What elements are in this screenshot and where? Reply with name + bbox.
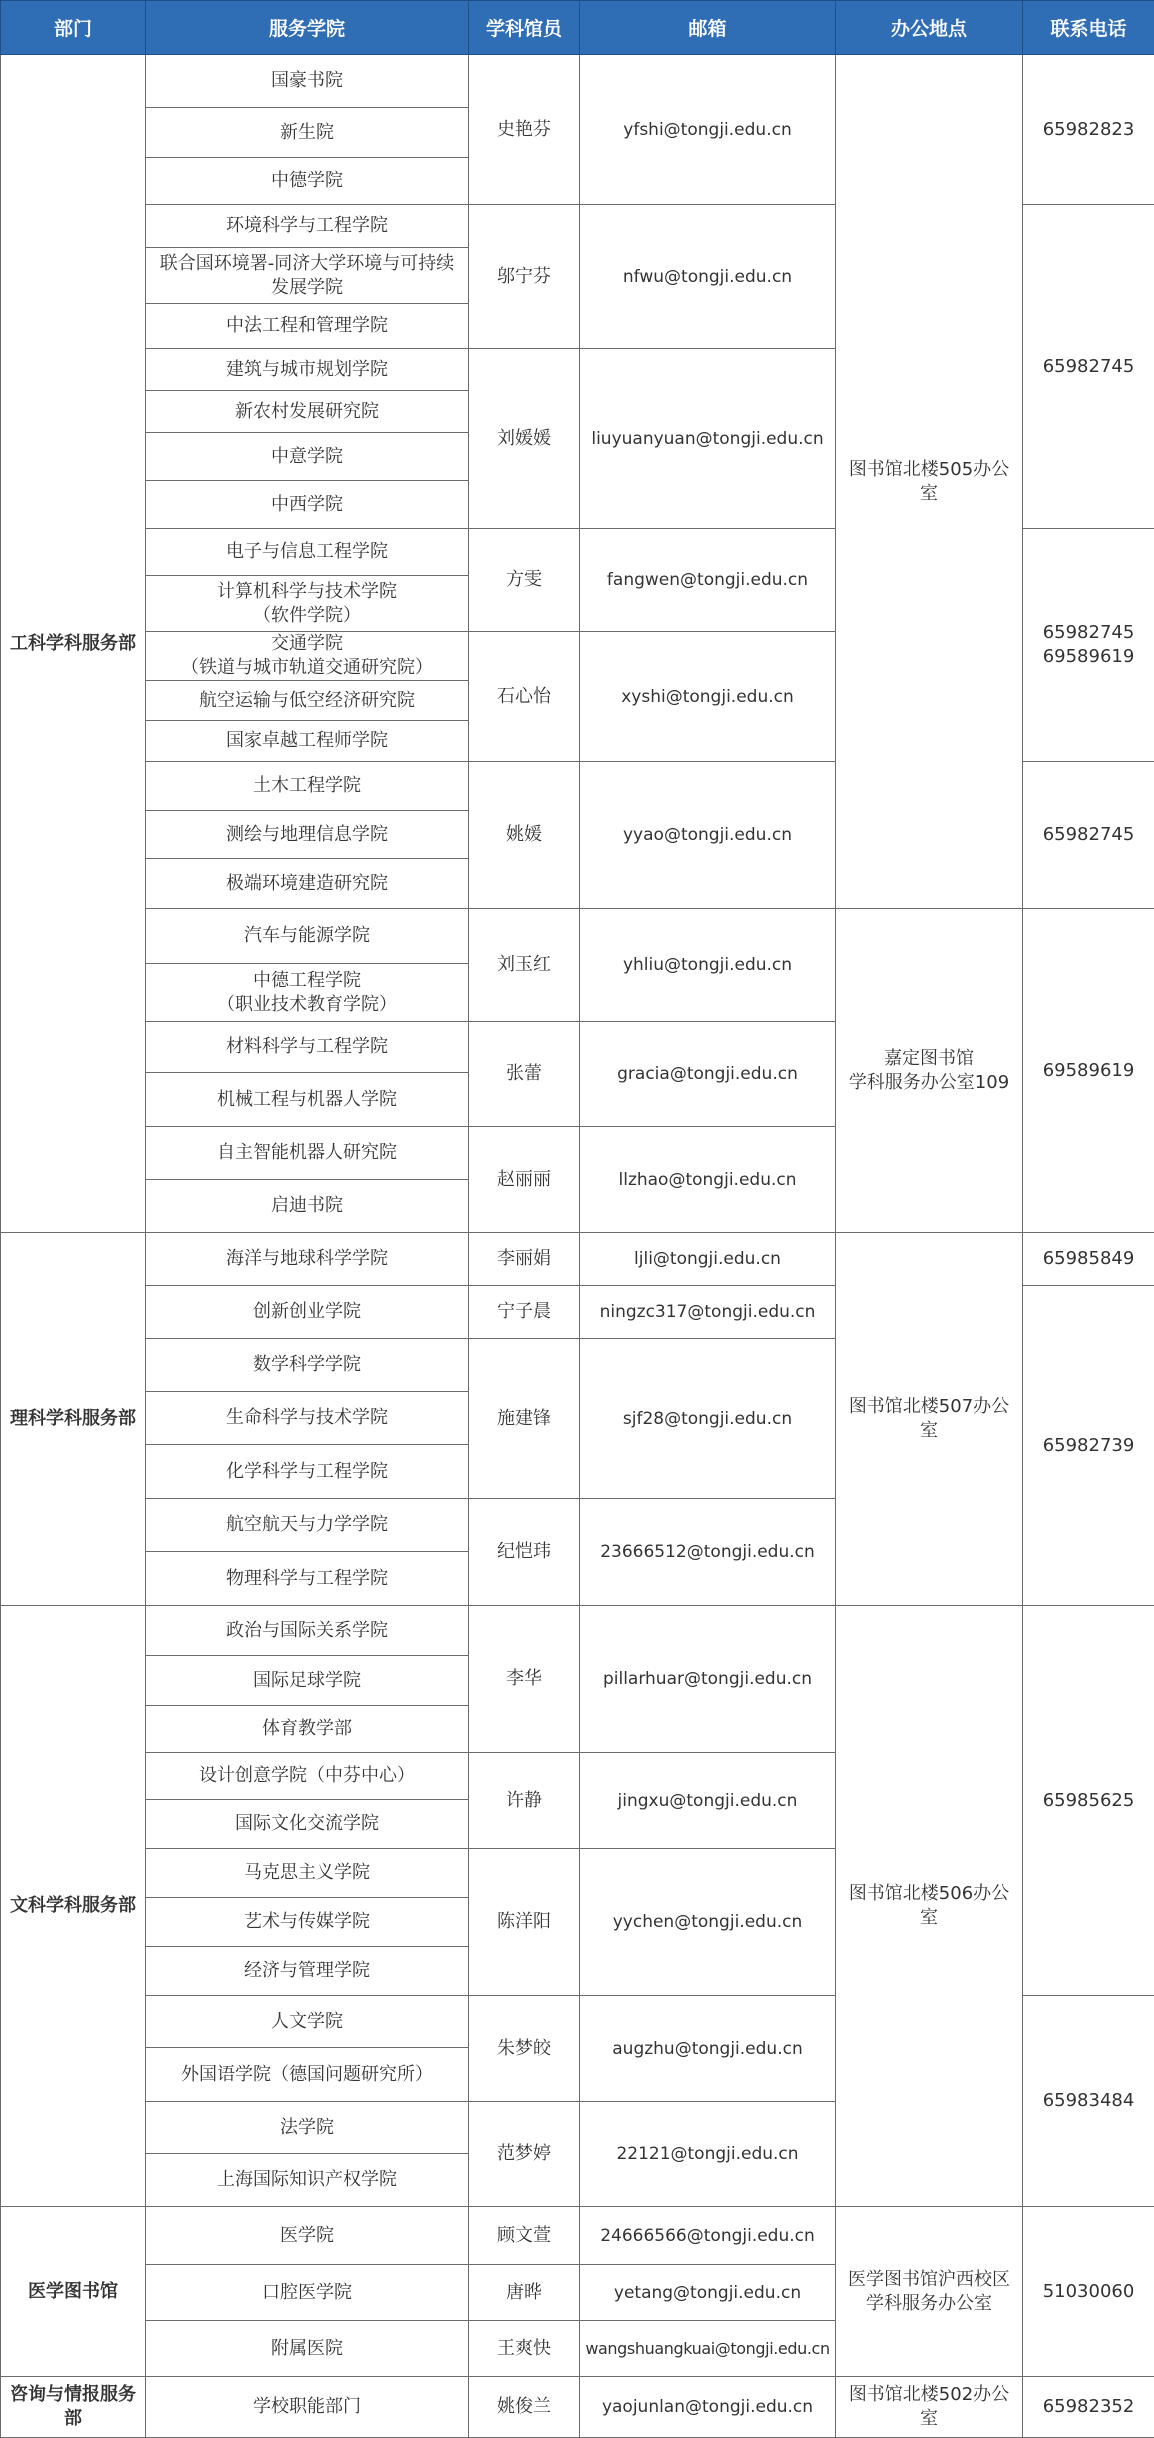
department-cell: 工科学科服务部 bbox=[1, 55, 146, 1233]
librarian-email[interactable]: pillarhuar@tongji.edu.cn bbox=[580, 1606, 836, 1753]
header-librarian: 学科馆员 bbox=[469, 1, 580, 55]
librarian-email[interactable]: sjf28@tongji.edu.cn bbox=[580, 1339, 836, 1499]
librarian-name: 许静 bbox=[469, 1753, 580, 1849]
college-cell: 新生院 bbox=[146, 108, 469, 158]
college-cell: 新农村发展研究院 bbox=[146, 391, 469, 433]
college-cell: 计算机科学与技术学院 （软件学院） bbox=[146, 576, 469, 632]
office-location: 图书馆北楼507办公 室 bbox=[836, 1233, 1023, 1606]
college-cell: 中法工程和管理学院 bbox=[146, 304, 469, 349]
office-location: 嘉定图书馆 学科服务办公室109 bbox=[836, 909, 1023, 1233]
librarian-name: 刘玉红 bbox=[469, 909, 580, 1022]
college-cell: 测绘与地理信息学院 bbox=[146, 811, 469, 859]
librarian-email[interactable]: wangshuangkuai@tongji.edu.cn bbox=[580, 2321, 836, 2377]
table-row bbox=[1, 1233, 1154, 1286]
college-cell: 附属医院 bbox=[146, 2321, 469, 2377]
college-cell: 马克思主义学院 bbox=[146, 1849, 469, 1898]
college-cell: 物理科学与工程学院 bbox=[146, 1552, 469, 1606]
college-cell: 人文学院 bbox=[146, 1996, 469, 2048]
librarian-name: 刘媛媛 bbox=[469, 349, 580, 529]
librarian-name: 方雯 bbox=[469, 529, 580, 632]
librarian-name: 施建锋 bbox=[469, 1339, 580, 1499]
phone-number: 65982745 bbox=[1023, 762, 1154, 909]
librarian-name: 朱梦皎 bbox=[469, 1996, 580, 2102]
college-cell: 上海国际知识产权学院 bbox=[146, 2154, 469, 2207]
phone-number: 51030060 bbox=[1023, 2207, 1154, 2377]
librarian-name: 宁子晨 bbox=[469, 1286, 580, 1339]
librarian-name: 姚俊兰 bbox=[469, 2377, 580, 2438]
librarian-email[interactable]: liuyuanyuan@tongji.edu.cn bbox=[580, 349, 836, 529]
college-cell: 政治与国际关系学院 bbox=[146, 1606, 469, 1656]
librarian-email[interactable]: 22121@tongji.edu.cn bbox=[580, 2102, 836, 2207]
phone-number: 65982745 69589619 bbox=[1023, 529, 1154, 762]
librarian-name: 石心怡 bbox=[469, 632, 580, 762]
college-cell: 极端环境建造研究院 bbox=[146, 859, 469, 909]
librarian-email[interactable]: llzhao@tongji.edu.cn bbox=[580, 1127, 836, 1233]
librarian-email[interactable]: yetang@tongji.edu.cn bbox=[580, 2265, 836, 2321]
table-row bbox=[1, 1606, 1154, 1656]
college-cell: 中德工程学院 （职业技术教育学院） bbox=[146, 964, 469, 1022]
table-row bbox=[1, 909, 1154, 964]
college-cell: 交通学院 （铁道与城市轨道交通研究院） bbox=[146, 632, 469, 681]
phone-number: 65982745 bbox=[1023, 205, 1154, 529]
librarian-name: 赵丽丽 bbox=[469, 1127, 580, 1233]
college-cell: 航空航天与力学学院 bbox=[146, 1499, 469, 1552]
college-cell: 国际足球学院 bbox=[146, 1656, 469, 1706]
office-location: 图书馆北楼506办公 室 bbox=[836, 1606, 1023, 2207]
header-email: 邮箱 bbox=[580, 1, 836, 55]
header-office: 办公地点 bbox=[836, 1, 1023, 55]
header-department: 部门 bbox=[1, 1, 146, 55]
phone-number: 65982352 bbox=[1023, 2377, 1154, 2438]
college-cell: 化学科学与工程学院 bbox=[146, 1445, 469, 1499]
college-cell: 口腔医学院 bbox=[146, 2265, 469, 2321]
college-cell: 国家卓越工程师学院 bbox=[146, 721, 469, 762]
phone-number: 69589619 bbox=[1023, 909, 1154, 1233]
college-cell: 中德学院 bbox=[146, 158, 469, 205]
college-cell: 材料科学与工程学院 bbox=[146, 1022, 469, 1073]
college-cell: 土木工程学院 bbox=[146, 762, 469, 811]
librarian-name: 范梦婷 bbox=[469, 2102, 580, 2207]
college-cell: 中意学院 bbox=[146, 433, 469, 481]
librarian-email[interactable]: nfwu@tongji.edu.cn bbox=[580, 205, 836, 349]
librarian-name: 李华 bbox=[469, 1606, 580, 1753]
librarian-name: 纪恺玮 bbox=[469, 1499, 580, 1606]
table-row bbox=[1, 2207, 1154, 2265]
librarian-name: 姚媛 bbox=[469, 762, 580, 909]
department-cell: 医学图书馆 bbox=[1, 2207, 146, 2377]
librarian-email[interactable]: xyshi@tongji.edu.cn bbox=[580, 632, 836, 762]
college-cell: 国际文化交流学院 bbox=[146, 1800, 469, 1849]
librarian-name: 陈洋阳 bbox=[469, 1849, 580, 1996]
college-cell: 机械工程与机器人学院 bbox=[146, 1073, 469, 1127]
librarian-email[interactable]: yaojunlan@tongji.edu.cn bbox=[580, 2377, 836, 2438]
college-cell: 国豪书院 bbox=[146, 55, 469, 108]
librarian-email[interactable]: yyao@tongji.edu.cn bbox=[580, 762, 836, 909]
librarian-email[interactable]: ningzc317@tongji.edu.cn bbox=[580, 1286, 836, 1339]
phone-number: 65985625 bbox=[1023, 1606, 1154, 1996]
college-cell: 医学院 bbox=[146, 2207, 469, 2265]
librarian-email[interactable]: yfshi@tongji.edu.cn bbox=[580, 55, 836, 205]
header-phone: 联系电话 bbox=[1023, 1, 1154, 55]
college-cell: 海洋与地球科学学院 bbox=[146, 1233, 469, 1286]
phone-number: 65983484 bbox=[1023, 1996, 1154, 2207]
librarian-name: 顾文萱 bbox=[469, 2207, 580, 2265]
college-cell: 经济与管理学院 bbox=[146, 1947, 469, 1996]
department-cell: 理科学科服务部 bbox=[1, 1233, 146, 1606]
librarian-name: 李丽娟 bbox=[469, 1233, 580, 1286]
librarian-name: 史艳芬 bbox=[469, 55, 580, 205]
college-cell: 法学院 bbox=[146, 2102, 469, 2154]
college-cell: 创新创业学院 bbox=[146, 1286, 469, 1339]
college-cell: 环境科学与工程学院 bbox=[146, 205, 469, 248]
college-cell: 学校职能部门 bbox=[146, 2377, 469, 2438]
department-cell: 咨询与情报服务 部 bbox=[1, 2377, 146, 2438]
librarian-email[interactable]: ljli@tongji.edu.cn bbox=[580, 1233, 836, 1286]
phone-number: 65985849 bbox=[1023, 1233, 1154, 1286]
college-cell: 自主智能机器人研究院 bbox=[146, 1127, 469, 1180]
office-location: 图书馆北楼502办公 室 bbox=[836, 2377, 1023, 2438]
office-location: 图书馆北楼505办公 室 bbox=[836, 55, 1023, 909]
phone-number: 65982823 bbox=[1023, 55, 1154, 205]
college-cell: 启迪书院 bbox=[146, 1180, 469, 1233]
table-header-row bbox=[1, 1, 1154, 55]
department-cell: 文科学科服务部 bbox=[1, 1606, 146, 2207]
table-row bbox=[1, 2377, 1154, 2438]
librarian-email[interactable]: 23666512@tongji.edu.cn bbox=[580, 1499, 836, 1606]
college-cell: 汽车与能源学院 bbox=[146, 909, 469, 964]
college-cell: 电子与信息工程学院 bbox=[146, 529, 469, 576]
librarian-name: 邬宁芬 bbox=[469, 205, 580, 349]
librarian-email[interactable]: yhliu@tongji.edu.cn bbox=[580, 909, 836, 1022]
librarian-email[interactable]: yychen@tongji.edu.cn bbox=[580, 1849, 836, 1996]
librarian-name: 王爽快 bbox=[469, 2321, 580, 2377]
librarian-email[interactable]: gracia@tongji.edu.cn bbox=[580, 1022, 836, 1127]
librarian-email[interactable]: augzhu@tongji.edu.cn bbox=[580, 1996, 836, 2102]
librarian-name: 张蕾 bbox=[469, 1022, 580, 1127]
college-cell: 艺术与传媒学院 bbox=[146, 1898, 469, 1947]
phone-number: 65982739 bbox=[1023, 1286, 1154, 1606]
college-cell: 体育教学部 bbox=[146, 1706, 469, 1753]
college-cell: 航空运输与低空经济研究院 bbox=[146, 681, 469, 721]
header-college: 服务学院 bbox=[146, 1, 469, 55]
table-row bbox=[1, 55, 1154, 108]
librarian-name: 唐晔 bbox=[469, 2265, 580, 2321]
office-location: 医学图书馆沪西校区 学科服务办公室 bbox=[836, 2207, 1023, 2377]
librarian-email[interactable]: jingxu@tongji.edu.cn bbox=[580, 1753, 836, 1849]
librarian-email[interactable]: 24666566@tongji.edu.cn bbox=[580, 2207, 836, 2265]
college-cell: 中西学院 bbox=[146, 481, 469, 529]
librarian-email[interactable]: fangwen@tongji.edu.cn bbox=[580, 529, 836, 632]
college-cell: 设计创意学院（中芬中心） bbox=[146, 1753, 469, 1800]
college-cell: 建筑与城市规划学院 bbox=[146, 349, 469, 391]
college-cell: 外国语学院（德国问题研究所） bbox=[146, 2048, 469, 2102]
college-cell: 联合国环境署-同济大学环境与可持续 发展学院 bbox=[146, 248, 469, 304]
college-cell: 数学科学学院 bbox=[146, 1339, 469, 1392]
college-cell: 生命科学与技术学院 bbox=[146, 1392, 469, 1445]
